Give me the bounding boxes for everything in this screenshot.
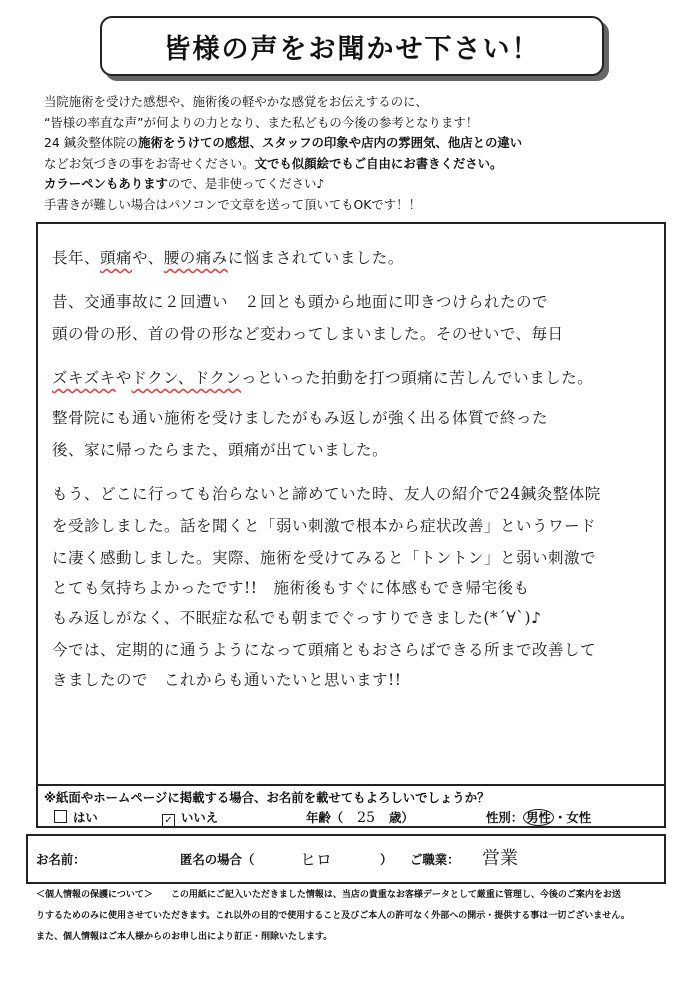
page-title: 皆様の声をお聞かせ下さい！ bbox=[163, 33, 541, 65]
intro-line: “皆様の率直な声”が何よりの力となり、また私どもの今後の参考となります！ bbox=[44, 114, 479, 130]
testimonial-line: 今では、定期的に通うようになって頭痛ともおさらばできる所まで改善して bbox=[52, 641, 597, 659]
highlight-text: ズキズキ bbox=[52, 369, 116, 387]
testimonial-box bbox=[36, 222, 666, 786]
text: 長年、 bbox=[52, 249, 101, 267]
option-no-label: いいえ bbox=[181, 810, 219, 825]
intro-line bbox=[44, 154, 664, 175]
testimonial-line: 整骨院にも通い施術を受けましたがもみ返しが強く出る体質で終った bbox=[52, 409, 549, 427]
text: や、 bbox=[132, 249, 164, 267]
option-no[interactable] bbox=[162, 808, 218, 827]
job-label: ご職業： bbox=[410, 852, 460, 867]
gender-label: 性別： bbox=[486, 810, 524, 825]
intro-text-bold: 文でも似顔絵でもご自由にお書きください。 bbox=[254, 155, 503, 171]
testimonial-line: に凄く感動しました。実際、施術を受けてみると「トントン」と弱い刺激で bbox=[52, 549, 597, 567]
option-yes-label: はい bbox=[73, 810, 98, 825]
intro-line: 手書きが難しい場合はパソコンで文章を送って頂いてもOKです！！ bbox=[44, 196, 421, 212]
anon-value[interactable]: ヒロ bbox=[300, 850, 333, 869]
intro-text-bold: 施術をうけての感想、スタッフの印象や店内の雰囲気、他店との違い bbox=[138, 135, 523, 151]
intro-line bbox=[44, 174, 664, 195]
testimonial-line: とても気持ちよかったです!! 施術後もすぐに体感もでき帰宅後も bbox=[52, 579, 530, 597]
testimonial-line: 昔、交通事故に２回遭い ２回とも頭から地面に叩きつけられたので bbox=[52, 293, 549, 311]
testimonial-line: もみ返しがなく、不眠症な私でも朝までぐっすりできました(*´∀`)♪ bbox=[52, 609, 542, 627]
intro-line bbox=[44, 133, 664, 154]
age-field bbox=[306, 808, 414, 826]
intro-text bbox=[44, 92, 664, 216]
intro-text-bold: カラーペンもあります bbox=[44, 176, 168, 192]
age-value[interactable]: 25 bbox=[357, 810, 375, 826]
gender-female[interactable]: 女性 bbox=[566, 810, 592, 825]
text: に悩まされていました。 bbox=[227, 249, 404, 267]
privacy-line: りするためのみに使用させていただきます。これ以外の目的で使用すること及びご本人の許可なく外部への開示・提供する事は一切ございません。 bbox=[36, 911, 630, 921]
age-label: 年齢（ bbox=[306, 810, 344, 825]
intro-text-plain: などお気づきの事をお寄せください。 bbox=[44, 155, 255, 171]
gender-male-selected[interactable]: 男性 bbox=[523, 809, 554, 826]
intro-text-plain: 24 鍼灸整体院の bbox=[44, 135, 139, 151]
gender-separator: ・ bbox=[553, 810, 567, 825]
anon-close: ） bbox=[380, 852, 393, 867]
testimonial-line: もう、どこに行っても治らないと諦めていた時、友人の紹介で24鍼灸整体院 bbox=[52, 485, 601, 503]
privacy-line: ＜個人情報の保護について＞ この用紙にご記入いただきました情報は、当店の貴重なお客様データとして厳重に管理し、今後のご案内をお送 bbox=[36, 890, 621, 900]
option-yes[interactable] bbox=[54, 808, 98, 826]
highlight-text: 頭痛 bbox=[100, 249, 133, 267]
intro-line: 当院施術を受けた感想や、施術後の軽やかな感覚をお伝えするのに、 bbox=[44, 94, 428, 109]
title-box bbox=[100, 16, 604, 76]
consent-question: ※紙面やホームページに掲載する場合、お名前を載せてもよろしいでしょうか？ bbox=[44, 790, 490, 805]
privacy-notice bbox=[36, 885, 676, 948]
testimonial-line: きましたので これからも通いたいと思います!! bbox=[52, 671, 402, 689]
intro-text-plain: ので、是非使ってください♪ bbox=[167, 176, 325, 192]
highlight-text: 腰の痛み bbox=[163, 249, 228, 267]
testimonial-line: を受診しました。話を聞くと「弱い刺激で根本から症状改善」というワード bbox=[52, 517, 597, 535]
gender-field bbox=[486, 808, 591, 826]
text: や bbox=[115, 369, 132, 387]
consent-box bbox=[36, 782, 666, 828]
anon-label: 匿名の場合（ bbox=[180, 852, 255, 867]
checkbox-yes[interactable] bbox=[54, 810, 67, 823]
testimonial-line: 頭の骨の形、首の骨の形など変わってしまいました。そのせいで、毎日 bbox=[52, 325, 564, 343]
checkbox-no[interactable]: ✓ bbox=[162, 814, 175, 827]
testimonial-line bbox=[52, 366, 593, 388]
name-label: お名前： bbox=[36, 852, 86, 867]
name-row bbox=[26, 834, 666, 884]
job-value[interactable]: 営業 bbox=[482, 848, 518, 869]
privacy-line: また、個人情報はご本人様からのお申し出により訂正・削除いたします。 bbox=[36, 932, 333, 942]
text: っといった拍動を打つ頭痛に苦しんでいました。 bbox=[241, 369, 594, 387]
testimonial-line bbox=[52, 246, 404, 268]
age-suffix: 歳） bbox=[389, 810, 414, 825]
testimonial-line: 後、家に帰ったらまた、頭痛が出ていました。 bbox=[52, 441, 389, 459]
highlight-text: ドクン、ドクン bbox=[131, 369, 242, 387]
